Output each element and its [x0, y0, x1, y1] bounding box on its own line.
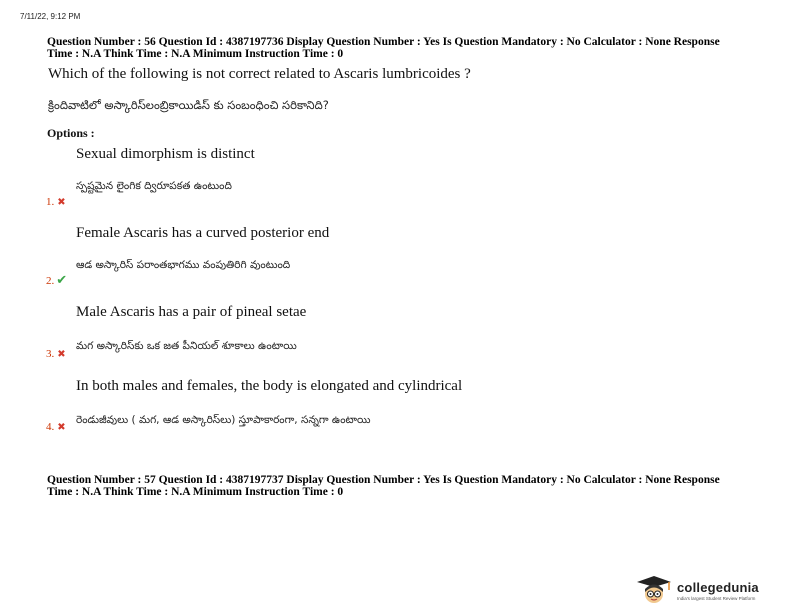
timestamp: 7/11/22, 9:12 PM: [20, 12, 81, 21]
wrong-cross-icon: ✖: [57, 197, 66, 208]
option-3-number: 3.: [46, 348, 55, 360]
option-4-number-row: [46, 421, 66, 433]
option-2-number: 2.: [46, 275, 55, 287]
option-1-number-row: [46, 196, 66, 208]
option-1-number: 1.: [46, 196, 55, 208]
question-56-header: [47, 36, 762, 60]
options-label: Options :: [47, 126, 95, 140]
question-56-header-line2: Time : N.A Think Time : N.A Minimum Instruction Time : 0: [47, 48, 344, 60]
collegedunia-logo: [633, 574, 792, 606]
option-3-number-row: [46, 348, 66, 360]
logo-tagline: India's largest Student Review Platform: [677, 596, 756, 601]
student-mascot-icon: [633, 574, 675, 606]
question-56-header-line1: Question Number : 56 Question Id : 4387197736 Display Question Number : Yes Is Question Mandatory : No Calculator : None Response: [47, 36, 720, 48]
question-57-header: [47, 474, 762, 498]
option-4-english: In both males and females, the body is elongated and cylindrical: [76, 378, 463, 394]
question-57-header-line2: Time : N.A Think Time : N.A Minimum Instruction Time : 0: [47, 486, 344, 498]
correct-check-icon: ✔: [56, 273, 68, 288]
option-2-english: Female Ascaris has a curved posterior end: [76, 225, 330, 241]
wrong-cross-icon: ✖: [57, 422, 66, 433]
option-3-english: Male Ascaris has a pair of pineal setae: [76, 304, 307, 320]
option-1-english: Sexual dimorphism is distinct: [76, 146, 255, 162]
option-4-telugu: రెండుజీవులు ( మగ, ఆడ అస్కారిస్‌లు) స్తూపాకారంగా, సన్నగా ఉంటాయి: [76, 414, 371, 426]
question-text-english: Which of the following is not correct related to Ascaris lumbricoides ?: [48, 66, 471, 82]
option-1-telugu: స్పష్టమైన లైంగిక ద్విరూపకత ఉంటుంది: [76, 180, 232, 192]
option-2-number-row: [46, 273, 67, 288]
question-text-telugu: క్రిందివాటిలో అస్కారిస్‌లంబ్రికాయిడిస్ కు సంబంధించి సరికానిది?: [48, 98, 329, 112]
option-3-telugu: మగ అస్కారిస్‌కు ఒక జత పీనియల్ శూకాలు ఉంటాయి: [76, 340, 297, 352]
option-4-number: 4.: [46, 421, 55, 433]
question-57-header-line1: Question Number : 57 Question Id : 4387197737 Display Question Number : Yes Is Question Mandatory : No Calculator : None Response: [47, 474, 720, 486]
logo-name: collegedunia: [677, 580, 759, 595]
wrong-cross-icon: ✖: [57, 349, 66, 360]
option-2-telugu: ఆడ అస్కారిస్ పరాంతభాగము వంపుతిరిగి వుంటుంది: [76, 259, 291, 271]
